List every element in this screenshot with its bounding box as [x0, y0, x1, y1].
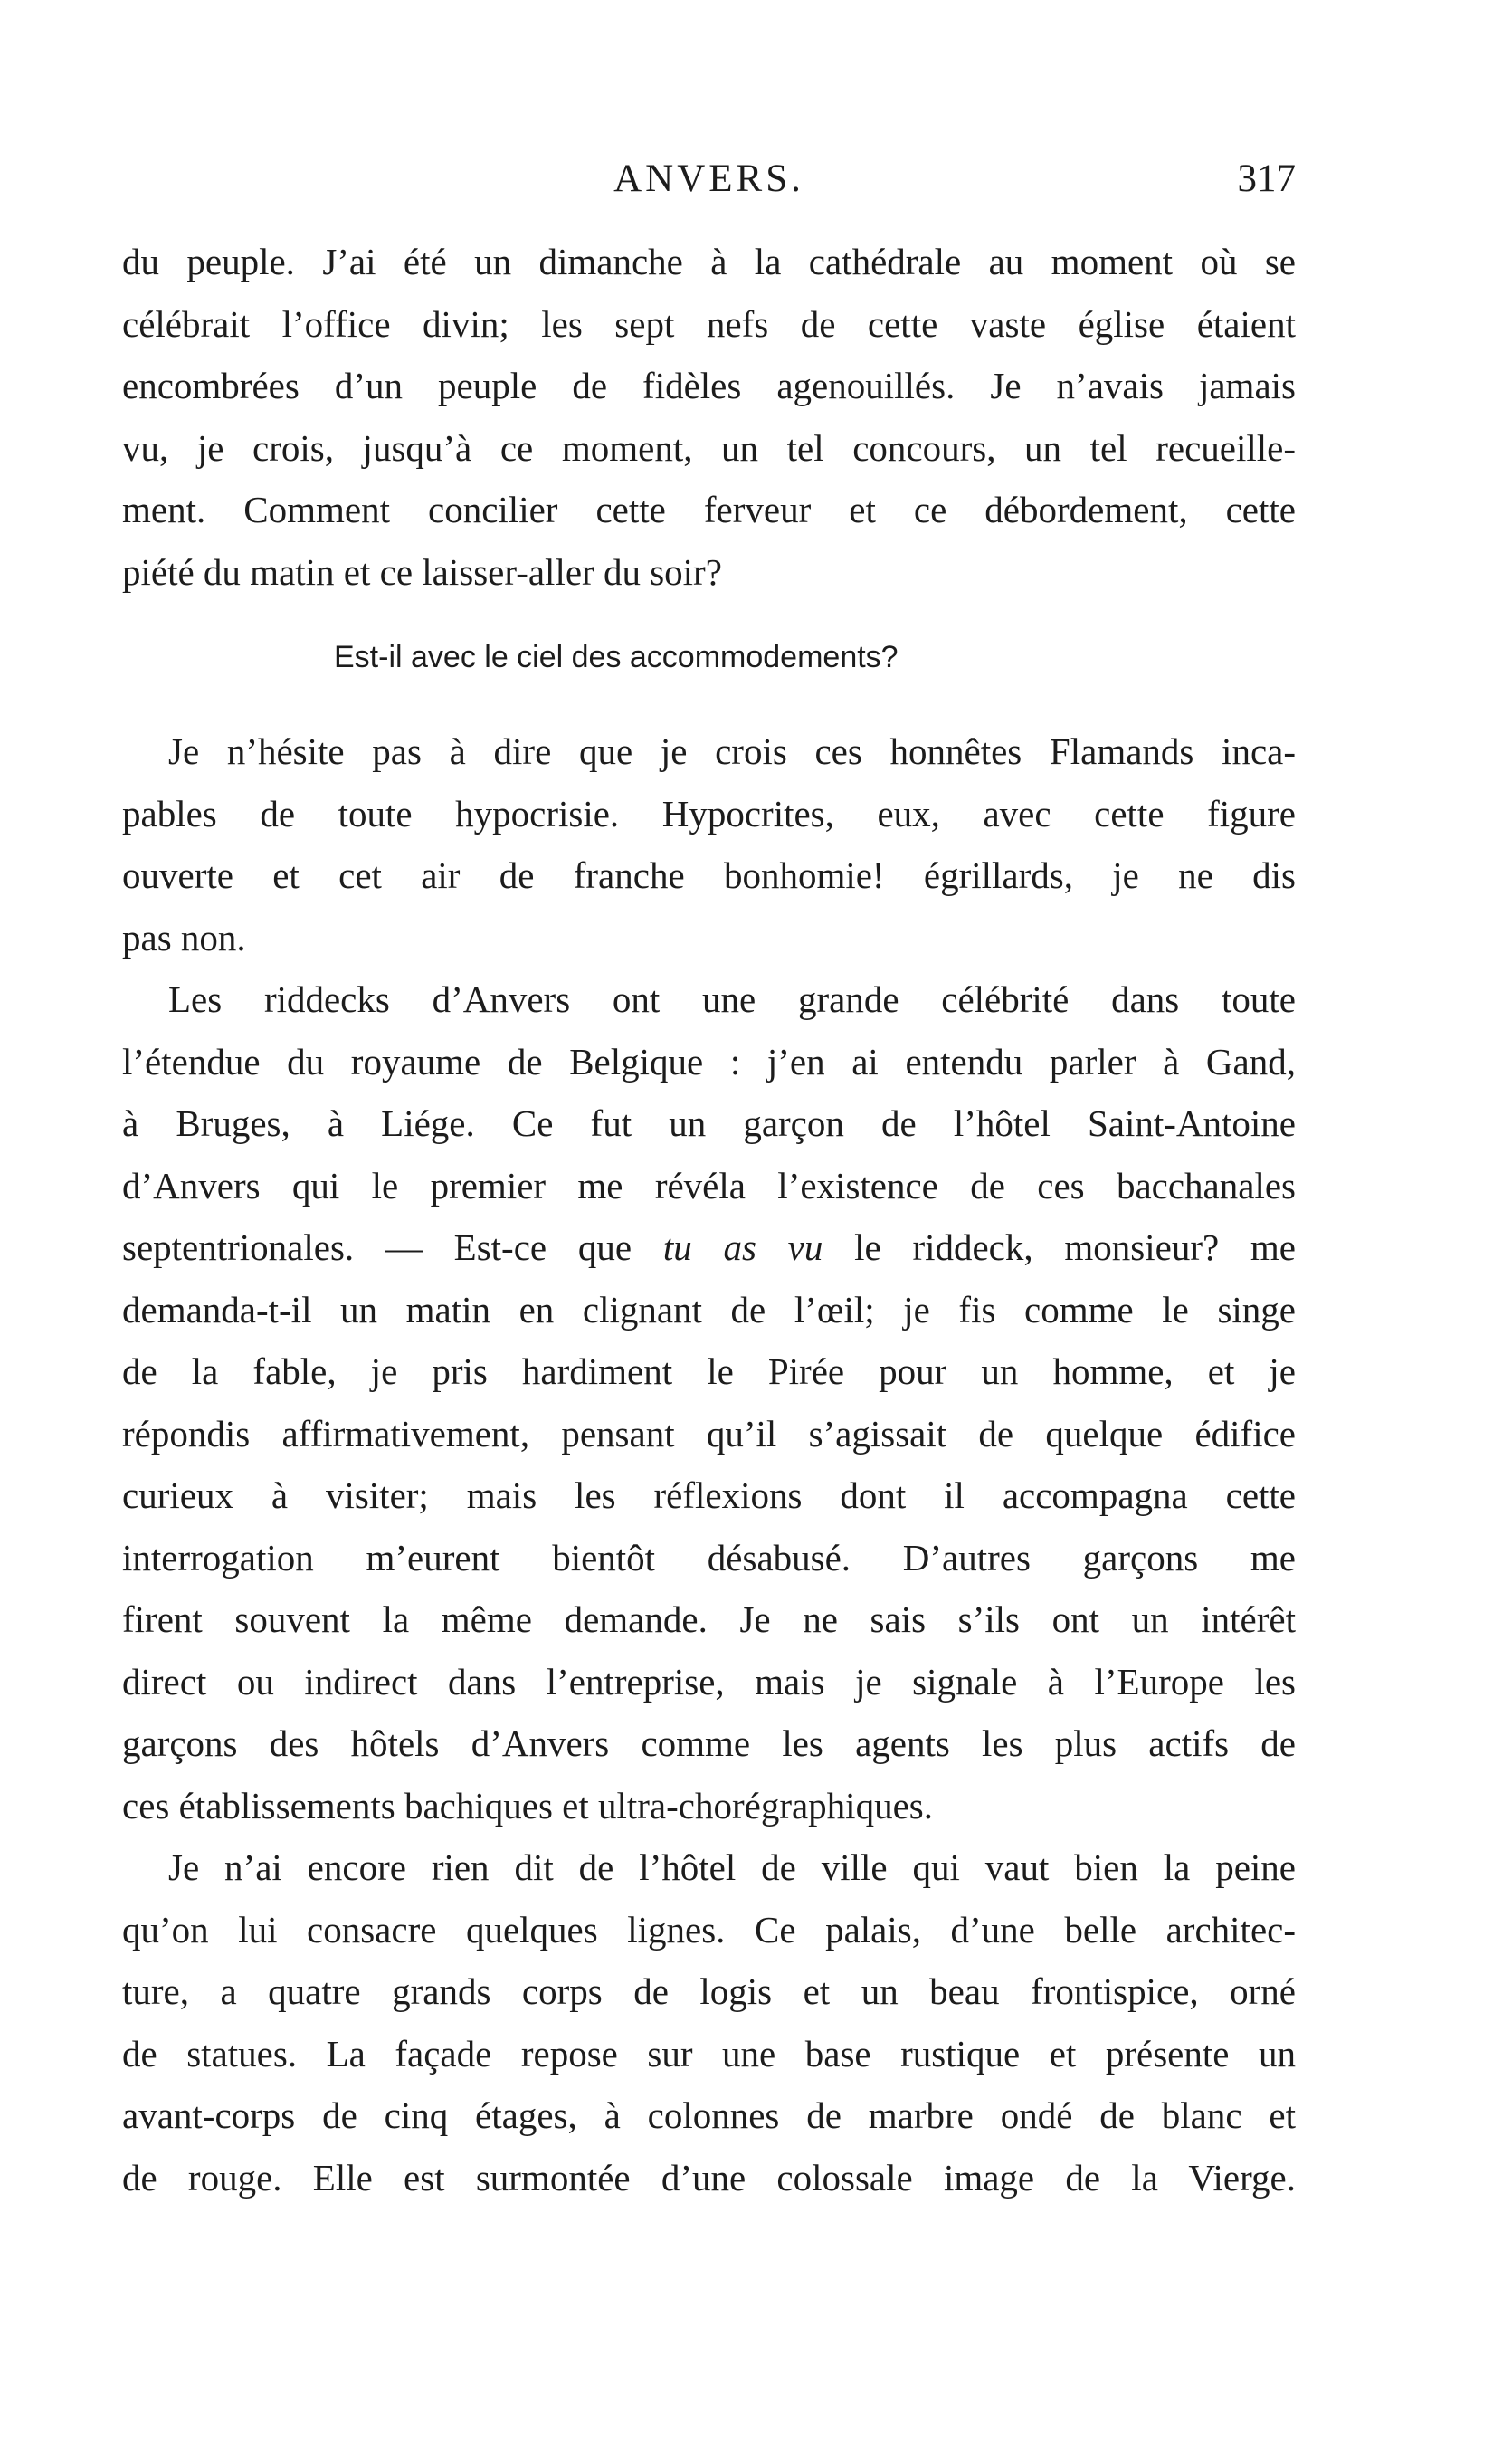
text-line: vu, je crois, jusqu’à ce moment, un tel concours, un tel recueille- — [122, 426, 1296, 469]
text-line — [122, 1216, 1296, 1279]
text-line: Je n’ai encore rien dit de l’hôtel de ville qui vaut bien la peine — [168, 1846, 1296, 1888]
text-line: direct ou indirect dans l’entreprise, mais je signale à l’Europe les — [122, 1660, 1296, 1703]
text-line: ces établissements bachiques et ultra-chorégraphiques. — [122, 1784, 933, 1827]
text-line: interrogation m’eurent bientôt désabusé. D’autres garçons me — [122, 1536, 1296, 1579]
italic-phrase: tu as vu — [662, 1226, 823, 1268]
text-line: d’Anvers qui le premier me révéla l’existence de ces bacchanales — [122, 1164, 1296, 1207]
text-line: pas non. — [122, 916, 246, 959]
text-line: répondis affirmativement, pensant qu’il s’agissait de quelque édifice — [122, 1412, 1296, 1455]
page-number: 317 — [1237, 157, 1296, 200]
text-line: pables de toute hypocrisie. Hypocrites, eux, avec cette figure — [122, 792, 1296, 835]
text-line: ture, a quatre grands corps de logis et un beau frontispice, orné — [122, 1970, 1296, 2012]
body-text — [122, 231, 1296, 2208]
text-line: l’étendue du royaume de Belgique : j’en ai entendu parler à Gand, — [122, 1040, 1296, 1083]
text-line: avant-corps de cinq étages, à colonnes de marbre ondé de blanc et — [122, 2094, 1296, 2136]
text-line: de statues. La façade repose sur une base rustique et présente un — [122, 2032, 1296, 2075]
text-line: qu’on lui consacre quelques lignes. Ce palais, d’une belle architec- — [122, 1908, 1296, 1951]
text-line: de la fable, je pris hardiment le Pirée pour un homme, et je — [122, 1350, 1296, 1392]
text-line: piété du matin et ce laisser-aller du soir? — [122, 550, 722, 593]
text-line: curieux à visiter; mais les réflexions dont il accompagna cette — [122, 1474, 1296, 1516]
text-line: demanda-t-il un matin en clignant de l’œil; je fis comme le singe — [122, 1288, 1296, 1331]
text-line: de rouge. Elle est surmontée d’une colossale image de la Vierge. — [122, 2156, 1296, 2199]
text-line: encombrées d’un peuple de fidèles agenouillés. Je n’avais jamais — [122, 365, 1296, 406]
running-title: ANVERS. — [613, 157, 804, 200]
text-line: du peuple. J’ai été un dimanche à la cathédrale au moment où se — [122, 241, 1296, 282]
text-line: firent souvent la même demande. Je ne sais s’ils ont un intérêt — [122, 1598, 1296, 1640]
verse-quote: Est-il avec le ciel des accommodements? — [334, 640, 899, 674]
text-segment: septentrionales. — Est-ce que — [122, 1226, 663, 1268]
text-line: à Bruges, à Liége. Ce fut un garçon de l’hôtel Saint-Antoine — [122, 1102, 1296, 1144]
text-line: Les riddecks d’Anvers ont une grande célébrité dans toute — [168, 978, 1296, 1020]
running-head — [122, 152, 1296, 206]
text-line: célébrait l’office divin; les sept nefs de cette vaste église étaient — [122, 302, 1296, 345]
text-line: garçons des hôtels d’Anvers comme les agents les plus actifs de — [122, 1722, 1296, 1764]
text-line: ment. Comment concilier cette ferveur et ce débordement, cette — [122, 489, 1296, 530]
text-line: Je n’hésite pas à dire que je crois ces honnêtes Flamands inca- — [168, 730, 1296, 772]
text-segment: le riddeck, monsieur? me — [823, 1226, 1297, 1268]
text-line: ouverte et cet air de franche bonhomie! égrillards, je ne dis — [122, 854, 1296, 896]
